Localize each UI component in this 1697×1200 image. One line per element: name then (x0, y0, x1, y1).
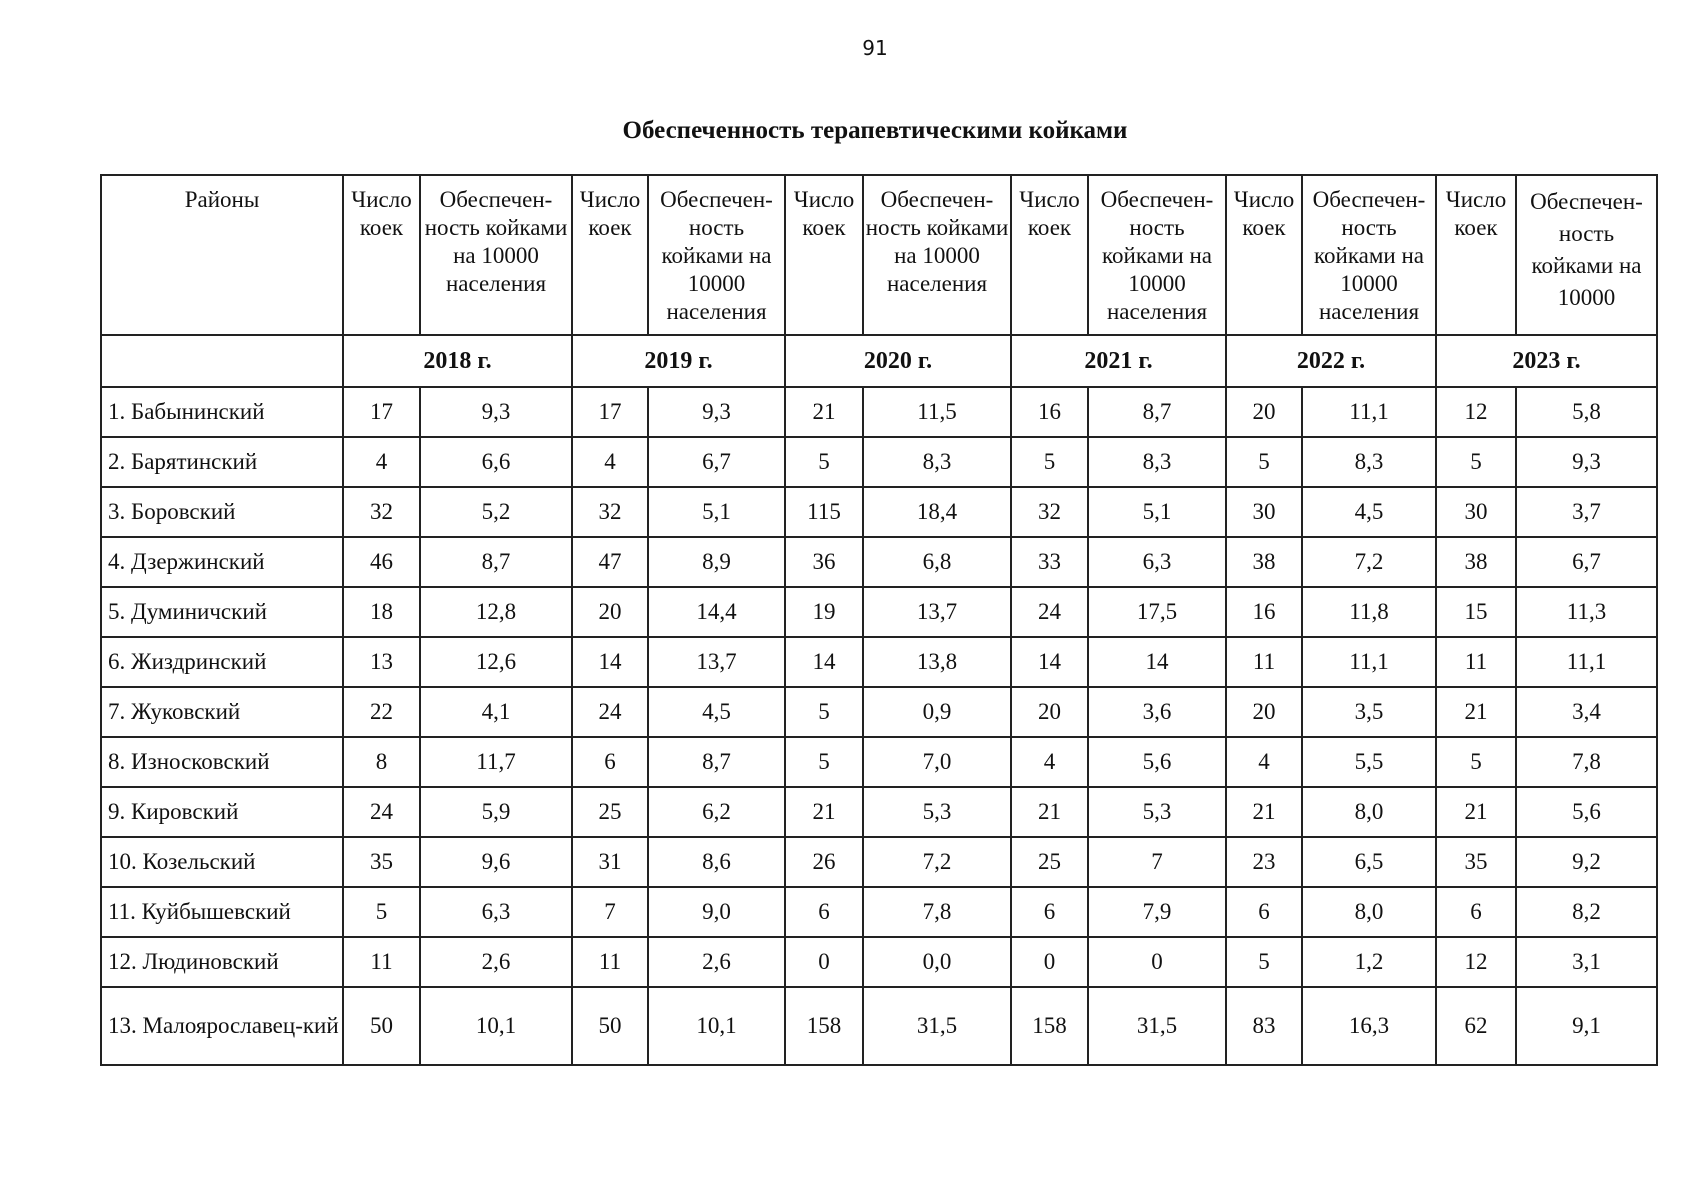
table-row (101, 537, 1657, 587)
bed-count-cell: 21 (785, 387, 863, 437)
year-2020: 2020 г. (785, 335, 1011, 387)
bed-count-cell: 19 (785, 587, 863, 637)
beds-per-10000-cell: 8,7 (1088, 387, 1226, 437)
beds-per-10000-cell: 6,3 (420, 887, 572, 937)
beds-per-10000-cell: 11,7 (420, 737, 572, 787)
district-name: 7. Жуковский (101, 687, 343, 737)
beds-per-10000-cell: 5,5 (1302, 737, 1436, 787)
beds-per-10000-cell: 9,6 (420, 837, 572, 887)
beds-per-10000-cell: 11,3 (1516, 587, 1657, 637)
table-row (101, 437, 1657, 487)
beds-per-10000-cell: 6,7 (1516, 537, 1657, 587)
bed-count-cell: 50 (572, 987, 648, 1065)
beds-per-10000-cell: 4,5 (648, 687, 785, 737)
beds-per-10000-cell: 7,2 (1302, 537, 1436, 587)
beds-per-10000-cell: 17,5 (1088, 587, 1226, 637)
beds-per-10000-cell: 4,5 (1302, 487, 1436, 537)
bed-count-cell: 11 (572, 937, 648, 987)
year-2019: 2019 г. (572, 335, 785, 387)
bed-count-cell: 35 (1436, 837, 1516, 887)
bed-count-cell: 5 (785, 737, 863, 787)
bed-count-cell: 15 (1436, 587, 1516, 637)
beds-per-10000-cell: 9,3 (1516, 437, 1657, 487)
header-count-2021: Число коек (1011, 175, 1088, 335)
bed-count-cell: 32 (343, 487, 420, 537)
bed-count-cell: 5 (785, 687, 863, 737)
bed-count-cell: 11 (1436, 637, 1516, 687)
beds-per-10000-cell: 13,7 (863, 587, 1011, 637)
bed-count-cell: 24 (572, 687, 648, 737)
year-2021: 2021 г. (1011, 335, 1226, 387)
table-row (101, 737, 1657, 787)
district-name: 13. Малоярославец-кий (101, 987, 343, 1065)
district-name: 11. Куйбышевский (101, 887, 343, 937)
header-count-2023: Число коек (1436, 175, 1516, 335)
bed-count-cell: 30 (1226, 487, 1302, 537)
district-name: 1. Бабынинский (101, 387, 343, 437)
beds-per-10000-cell: 8,0 (1302, 887, 1436, 937)
beds-per-10000-cell: 9,0 (648, 887, 785, 937)
bed-count-cell: 4 (343, 437, 420, 487)
year-2023: 2023 г. (1436, 335, 1657, 387)
bed-count-cell: 25 (1011, 837, 1088, 887)
beds-per-10000-cell: 3,7 (1516, 487, 1657, 537)
table-row (101, 837, 1657, 887)
beds-per-10000-cell: 14,4 (648, 587, 785, 637)
bed-count-cell: 38 (1226, 537, 1302, 587)
header-count-2022: Число коек (1226, 175, 1302, 335)
beds-per-10000-cell: 8,3 (863, 437, 1011, 487)
beds-per-10000-cell: 1,2 (1302, 937, 1436, 987)
beds-per-10000-cell: 9,3 (420, 387, 572, 437)
bed-count-cell: 30 (1436, 487, 1516, 537)
beds-per-10000-cell: 11,1 (1516, 637, 1657, 687)
bed-count-cell: 115 (785, 487, 863, 537)
beds-per-10000-cell: 8,2 (1516, 887, 1657, 937)
header-ratio-2022: Обеспечен-ность койками на 10000 населения (1302, 175, 1436, 335)
bed-count-cell: 31 (572, 837, 648, 887)
beds-per-10000-cell: 9,2 (1516, 837, 1657, 887)
beds-per-10000-cell: 0 (1088, 937, 1226, 987)
beds-per-10000-cell: 14 (1088, 637, 1226, 687)
beds-per-10000-cell: 12,6 (420, 637, 572, 687)
header-ratio-2021: Обеспечен-ность койками на 10000 населения (1088, 175, 1226, 335)
beds-per-10000-cell: 31,5 (863, 987, 1011, 1065)
beds-per-10000-cell: 5,2 (420, 487, 572, 537)
year-row (101, 335, 1657, 387)
header-count-2020: Число коек (785, 175, 863, 335)
bed-count-cell: 6 (1226, 887, 1302, 937)
bed-count-cell: 20 (572, 587, 648, 637)
bed-count-cell: 83 (1226, 987, 1302, 1065)
bed-count-cell: 20 (1011, 687, 1088, 737)
bed-count-cell: 33 (1011, 537, 1088, 587)
beds-per-10000-cell: 5,1 (1088, 487, 1226, 537)
bed-count-cell: 12 (1436, 387, 1516, 437)
bed-count-cell: 5 (1436, 437, 1516, 487)
page-number: 91 (862, 36, 888, 60)
bed-count-cell: 32 (1011, 487, 1088, 537)
table-row (101, 987, 1657, 1065)
bed-count-cell: 6 (1436, 887, 1516, 937)
bed-count-cell: 5 (343, 887, 420, 937)
header-count-2018: Число коек (343, 175, 420, 335)
bed-count-cell: 25 (572, 787, 648, 837)
beds-per-10000-cell: 18,4 (863, 487, 1011, 537)
district-name: 8. Износковский (101, 737, 343, 787)
beds-per-10000-cell: 6,2 (648, 787, 785, 837)
bed-count-cell: 20 (1226, 687, 1302, 737)
table-row (101, 387, 1657, 437)
bed-count-cell: 6 (1011, 887, 1088, 937)
beds-per-10000-cell: 5,6 (1516, 787, 1657, 837)
beds-per-10000-cell: 2,6 (648, 937, 785, 987)
year-2022: 2022 г. (1226, 335, 1436, 387)
year-2018: 2018 г. (343, 335, 572, 387)
table-row (101, 687, 1657, 737)
beds-per-10000-cell: 9,3 (648, 387, 785, 437)
beds-per-10000-cell: 5,8 (1516, 387, 1657, 437)
header-district: Районы (101, 175, 343, 335)
bed-count-cell: 32 (572, 487, 648, 537)
beds-per-10000-cell: 11,5 (863, 387, 1011, 437)
header-ratio-2023: Обеспечен-ность койками на 10000 (1516, 175, 1657, 335)
beds-per-10000-cell: 13,8 (863, 637, 1011, 687)
bed-count-cell: 23 (1226, 837, 1302, 887)
beds-per-10000-cell: 3,4 (1516, 687, 1657, 737)
beds-per-10000-cell: 10,1 (648, 987, 785, 1065)
beds-per-10000-cell: 10,1 (420, 987, 572, 1065)
bed-count-cell: 21 (1436, 687, 1516, 737)
beds-per-10000-cell: 4,1 (420, 687, 572, 737)
beds-per-10000-cell: 7,9 (1088, 887, 1226, 937)
bed-count-cell: 18 (343, 587, 420, 637)
bed-count-cell: 8 (343, 737, 420, 787)
bed-count-cell: 5 (785, 437, 863, 487)
header-ratio-2019: Обеспечен-ность койками на 10000 населения (648, 175, 785, 335)
district-name: 4. Дзержинский (101, 537, 343, 587)
bed-count-cell: 22 (343, 687, 420, 737)
beds-per-10000-cell: 9,1 (1516, 987, 1657, 1065)
table-row (101, 787, 1657, 837)
year-row-empty (101, 335, 343, 387)
bed-count-cell: 16 (1226, 587, 1302, 637)
district-name: 3. Боровский (101, 487, 343, 537)
beds-per-10000-cell: 5,3 (863, 787, 1011, 837)
beds-per-10000-cell: 6,5 (1302, 837, 1436, 887)
bed-count-cell: 6 (572, 737, 648, 787)
bed-count-cell: 158 (1011, 987, 1088, 1065)
beds-per-10000-cell: 3,6 (1088, 687, 1226, 737)
bed-count-cell: 17 (572, 387, 648, 437)
bed-count-cell: 5 (1226, 937, 1302, 987)
bed-count-cell: 21 (1226, 787, 1302, 837)
beds-per-10000-cell: 8,6 (648, 837, 785, 887)
beds-per-10000-cell: 5,9 (420, 787, 572, 837)
bed-count-cell: 38 (1436, 537, 1516, 587)
beds-per-10000-cell: 0,0 (863, 937, 1011, 987)
beds-per-10000-cell: 8,9 (648, 537, 785, 587)
bed-count-cell: 5 (1011, 437, 1088, 487)
beds-per-10000-cell: 8,3 (1088, 437, 1226, 487)
beds-per-10000-cell: 6,7 (648, 437, 785, 487)
bed-count-cell: 16 (1011, 387, 1088, 437)
bed-count-cell: 4 (1011, 737, 1088, 787)
bed-count-cell: 6 (785, 887, 863, 937)
bed-count-cell: 50 (343, 987, 420, 1065)
bed-count-cell: 24 (343, 787, 420, 837)
beds-per-10000-cell: 6,8 (863, 537, 1011, 587)
beds-per-10000-cell: 6,3 (1088, 537, 1226, 587)
bed-count-cell: 26 (785, 837, 863, 887)
table-row (101, 937, 1657, 987)
table-row (101, 637, 1657, 687)
beds-supply-table (100, 174, 1658, 1066)
bed-count-cell: 7 (572, 887, 648, 937)
bed-count-cell: 14 (572, 637, 648, 687)
bed-count-cell: 11 (1226, 637, 1302, 687)
district-name: 2. Барятинский (101, 437, 343, 487)
beds-per-10000-cell: 8,0 (1302, 787, 1436, 837)
table-row (101, 887, 1657, 937)
bed-count-cell: 5 (1436, 737, 1516, 787)
bed-count-cell: 47 (572, 537, 648, 587)
table-row (101, 587, 1657, 637)
bed-count-cell: 21 (1436, 787, 1516, 837)
district-name: 10. Козельский (101, 837, 343, 887)
bed-count-cell: 12 (1436, 937, 1516, 987)
beds-per-10000-cell: 11,8 (1302, 587, 1436, 637)
bed-count-cell: 36 (785, 537, 863, 587)
bed-count-cell: 11 (343, 937, 420, 987)
district-name: 9. Кировский (101, 787, 343, 837)
beds-per-10000-cell: 7 (1088, 837, 1226, 887)
bed-count-cell: 17 (343, 387, 420, 437)
bed-count-cell: 14 (785, 637, 863, 687)
beds-per-10000-cell: 0,9 (863, 687, 1011, 737)
bed-count-cell: 4 (1226, 737, 1302, 787)
bed-count-cell: 62 (1436, 987, 1516, 1065)
header-ratio-2018: Обеспечен-ность койками на 10000 населения (420, 175, 572, 335)
header-row (101, 175, 1657, 335)
beds-per-10000-cell: 31,5 (1088, 987, 1226, 1065)
district-name: 6. Жиздринский (101, 637, 343, 687)
beds-per-10000-cell: 13,7 (648, 637, 785, 687)
beds-per-10000-cell: 7,0 (863, 737, 1011, 787)
table-row (101, 487, 1657, 537)
bed-count-cell: 24 (1011, 587, 1088, 637)
beds-per-10000-cell: 7,8 (863, 887, 1011, 937)
beds-per-10000-cell: 3,1 (1516, 937, 1657, 987)
district-name: 12. Людиновский (101, 937, 343, 987)
beds-per-10000-cell: 5,6 (1088, 737, 1226, 787)
district-name: 5. Думиничский (101, 587, 343, 637)
beds-per-10000-cell: 6,6 (420, 437, 572, 487)
beds-per-10000-cell: 5,3 (1088, 787, 1226, 837)
bed-count-cell: 20 (1226, 387, 1302, 437)
bed-count-cell: 21 (785, 787, 863, 837)
document-title: Обеспеченность терапевтическими койками (622, 117, 1128, 144)
bed-count-cell: 35 (343, 837, 420, 887)
bed-count-cell: 158 (785, 987, 863, 1065)
beds-per-10000-cell: 16,3 (1302, 987, 1436, 1065)
beds-per-10000-cell: 3,5 (1302, 687, 1436, 737)
bed-count-cell: 0 (785, 937, 863, 987)
beds-per-10000-cell: 11,1 (1302, 387, 1436, 437)
header-ratio-2020: Обеспечен-ность койками на 10000 населения (863, 175, 1011, 335)
beds-per-10000-cell: 7,2 (863, 837, 1011, 887)
beds-per-10000-cell: 12,8 (420, 587, 572, 637)
beds-per-10000-cell: 8,7 (648, 737, 785, 787)
bed-count-cell: 14 (1011, 637, 1088, 687)
bed-count-cell: 4 (572, 437, 648, 487)
bed-count-cell: 13 (343, 637, 420, 687)
beds-per-10000-cell: 11,1 (1302, 637, 1436, 687)
beds-per-10000-cell: 7,8 (1516, 737, 1657, 787)
beds-per-10000-cell: 2,6 (420, 937, 572, 987)
beds-per-10000-cell: 8,3 (1302, 437, 1436, 487)
header-count-2019: Число коек (572, 175, 648, 335)
beds-per-10000-cell: 8,7 (420, 537, 572, 587)
bed-count-cell: 0 (1011, 937, 1088, 987)
bed-count-cell: 46 (343, 537, 420, 587)
beds-per-10000-cell: 5,1 (648, 487, 785, 537)
table-body (101, 387, 1657, 1065)
bed-count-cell: 21 (1011, 787, 1088, 837)
bed-count-cell: 5 (1226, 437, 1302, 487)
